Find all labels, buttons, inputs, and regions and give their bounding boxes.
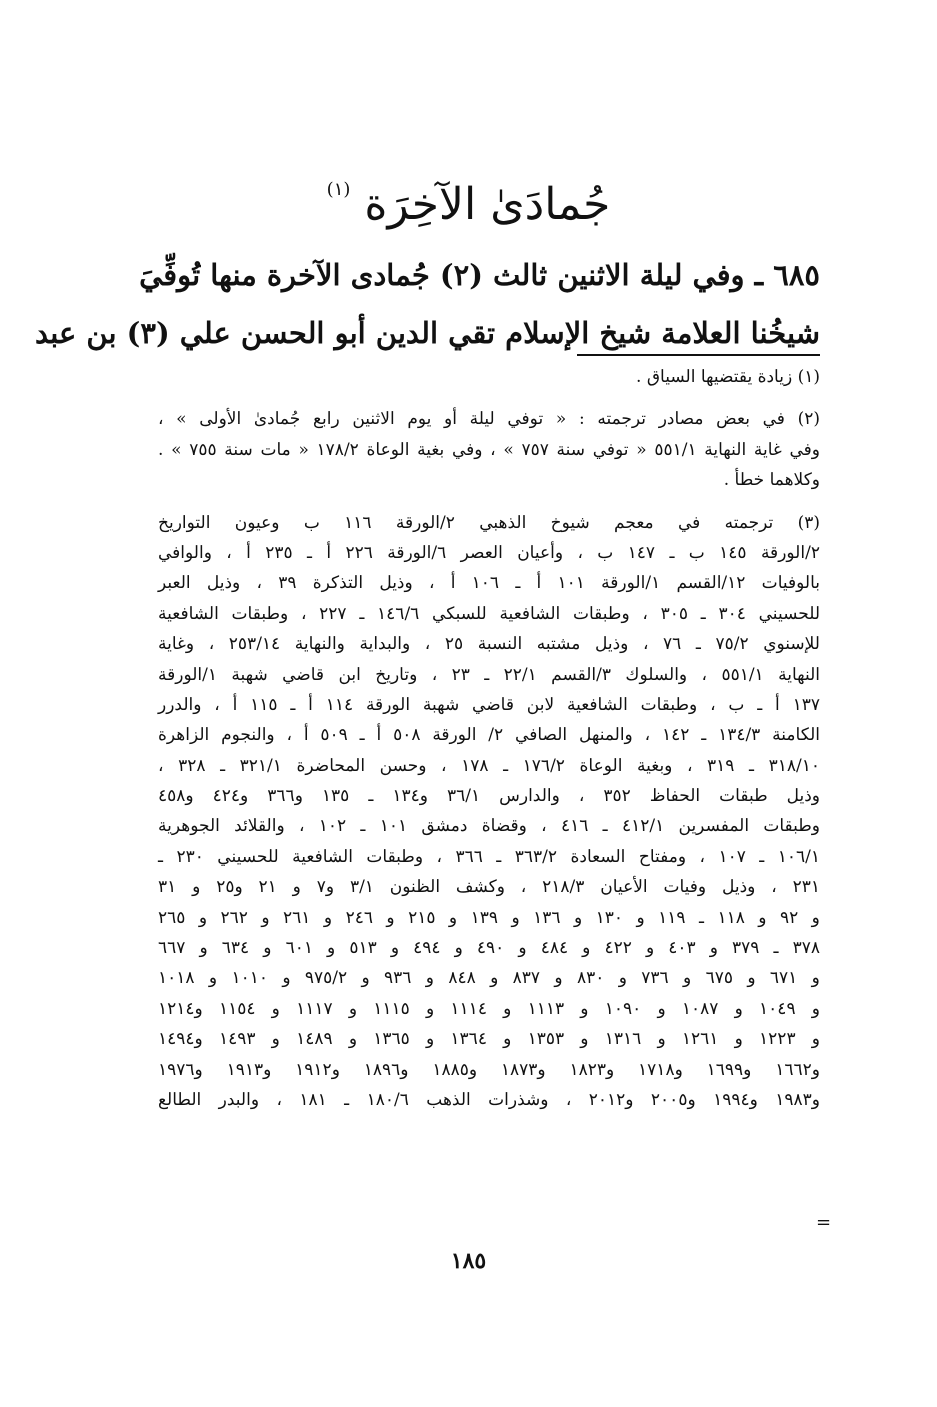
page-number: ١٨٥: [450, 1248, 487, 1274]
footnote-1: (١) زيادة يقتضيها السياق .: [636, 367, 820, 387]
footnote-2-line: وفي غاية النهاية ٥٥١/١ « توفي سنة ٧٥٧ » ، وفي بغية الوعاة ١٧٨/٢ « مات سنة ٧٥٥ » .: [158, 439, 820, 460]
entry-text: [35, 246, 820, 362]
footnote-3-line: وطبقات المفسرين ٤١٢/١ ـ ٤١٦ ، وقضاة دمشق ١٠١ ـ ١٠٢ ، والقلائد الجوهرية: [158, 816, 821, 837]
heading-footnote-marker: (١): [326, 179, 351, 200]
footnotes: [158, 362, 820, 1115]
footnote-3-line: للحسيني ٣٠٤ ـ ٣٠٥ ، وطبقات الشافعية للسبكي ١٤٦/٦ ـ ٢٢٧ ، وطبقات الشافعية: [158, 603, 821, 624]
footnote-3-line: للإسنوي ٧٥/٢ ـ ٧٦ ، وذيل مشتبه النسبة ٢٥ ، والبداية والنهاية ٢٥٣/١٤ ، وغاية: [158, 634, 820, 655]
footnote-3-line: ٣٧٨ ـ ٣٧٩ و ٤٠٣ و ٤٢٢ و ٤٨٤ و ٤٩٠ و ٤٩٤ و ٥١٣ و ٦٠١ و ٦٣٤ و ٦٦٧: [158, 938, 820, 959]
heading-title: جُمادَىٰ الآخِرَة: [364, 179, 611, 230]
footnote-3-line: و ١٠٤٩ و ١٠٨٧ و ١٠٩٠ و ١١١٣ و ١١١٤ و ١١١٥ و ١١١٧ و ١١٥٤ و١٢١٤: [158, 998, 820, 1019]
footnote-3-line: (٣) ترجمته في معجم شيوخ الذهبي ٢/الورقة ١١٦ ب وعيون التواريخ: [158, 512, 820, 533]
entry-line: ٦٨٥ ـ وفي ليلة الاثنين ثالث (٢) جُمادى الآخرة منها تُوفِّيَ: [139, 258, 820, 292]
footnote-3-line: الكامنة ١٣٤/٣ ـ ١٤٢ ، والمنهل الصافي ٢/ الورقة ٥٠٨ أ ـ ٥٠٩ أ ، والنجوم الزاهرة: [158, 725, 820, 746]
footnote-3-line: ١٠٦/١ ـ ١٠٧ ، ومفتاح السعادة ٣٦٣/٢ ـ ٣٦٦ ، وطبقات الشافعية للحسيني ٢٣٠ ـ: [158, 846, 820, 867]
footnote-3-line: و١٩٨٣ و١٩٩٤ و٢٠٠٥ و٢٠١٢ ، وشذرات الذهب ١٨٠/٦ ـ ١٨١ ، والبدر الطالع: [158, 1089, 820, 1110]
footnote-3-line: و ٩٢ و ١١٨ ـ ١١٩ و ١٣٠ و ١٣٦ و ١٣٩ و ٢١٥ و ٢٤٦ و ٢٦١ و ٢٦٢ و ٢٦٥: [158, 907, 820, 928]
footnote-3-line: ٢٣١ ، وذيل وفيات الأعيان ٢١٨/٣ ، وكشف الظنون ٣/١ و٧ و ٢١ و٢٥ و ٣١: [158, 877, 820, 898]
footnote-3-line: ٣١٨/١٠ ـ ٣١٩ ، وبغية الوعاة ١٧٦/٢ ـ ١٧٨ ، وحسن المحاضرة ٣٢١/١ ـ ٣٢٨ ،: [158, 755, 820, 776]
section-heading: [0, 158, 937, 237]
footnote-3-line: ٢/الورقة ١٤٥ ب ـ ١٤٧ ب ، وأعيان العصر ٦/الورقة ٢٢٦ أ ـ ٢٣٥ أ ، والوافي: [158, 542, 820, 563]
continuation-mark: =: [816, 1212, 832, 1233]
footnote-3-line: ١٣٧ أ ـ ب ، وطبقات الشافعية لابن قاضي شهبة الورقة ١١٤ أ ـ ١١٥ أ ، والدرر: [158, 694, 820, 715]
footnote-3-line: و ١٢٢٣ و ١٢٦١ و ١٣١٦ و ١٣٥٣ و ١٣٦٤ و ١٣٦٥ و ١٤٨٩ و ١٤٩٣ و١٤٩٤: [158, 1029, 820, 1050]
footnote-3-line: و ٦٧١ و ٦٧٥ و ٧٣٦ و ٨٣٠ و ٨٣٧ و ٨٤٨ و ٩٣٦ و ٩٧٥/٢ و ١٠١٠ و ١٠١٨: [158, 968, 820, 989]
footnote-2-line: (٢) في بعض مصادر ترجمته : « توفي ليلة أو يوم الاثنين رابع جُمادىٰ الأولى » ،: [158, 409, 820, 430]
footnote-separator: [577, 354, 820, 356]
footnote-3-line: النهاية ٥٥١/١ ، والسلوك ٣/القسم ٢٢/١ ـ ٢٣ ، وتاريخ ابن قاضي شهبة ١/الورقة: [158, 664, 820, 685]
entry-line: شيخُنا العلامة شيخ الإسلام تقي الدين أبو الحسن علي (٣) بن عبد: [35, 316, 820, 350]
footnote-3-line: بالوفيات ١٢/القسم ١/الورقة ١٠١ أ ـ ١٠٦ أ ، وذيل التذكرة ٣٩ ، وذيل العبر: [158, 573, 820, 594]
footnote-3-line: و١٦٦٢ و١٦٩٩ و١٧١٨ و١٨٢٣ و١٨٧٣ و١٨٨٥ و١٨٩٦ و١٩١٢ و١٩١٣ و١٩٧٦: [158, 1059, 820, 1080]
footnote-2-line: وكلاهما خطأ .: [723, 470, 820, 491]
footnote-3-line: وذيل طبقات الحفاظ ٣٥٢ ، والدارس ٣٦/١ و١٣٤ ـ ١٣٥ و٣٦٦ و٤٢٤ و٤٥٨: [158, 786, 821, 807]
